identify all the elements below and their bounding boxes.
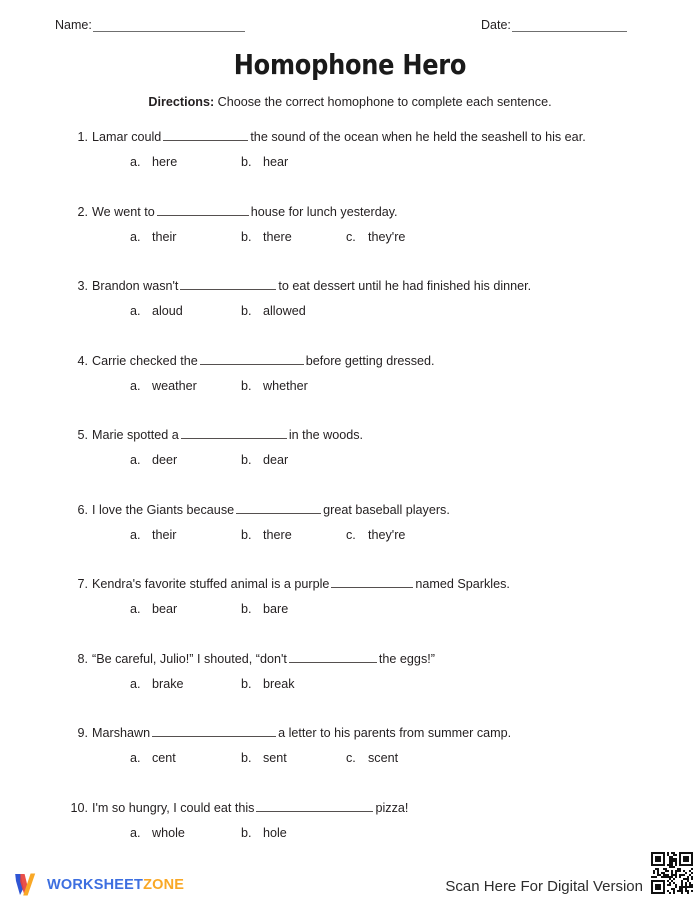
option-row [0,676,700,694]
question-text-after: named Sparkles. [415,577,510,591]
option-label: deer [152,453,178,467]
option-label: they're [368,229,406,244]
answer-option[interactable] [241,750,287,766]
brand-secondary: ZONE [143,876,185,893]
question-number: 1. [77,130,88,144]
answer-option[interactable] [346,527,405,543]
option-label: weather [152,378,197,393]
date-label: Date: [481,18,511,32]
answer-blank[interactable] [256,800,373,812]
answer-option[interactable] [130,527,177,543]
answer-option[interactable] [130,452,177,468]
option-letter: c. [346,527,356,542]
option-letter: a. [130,229,141,244]
option-letter: a. [130,304,141,318]
option-row [0,825,700,843]
question-number: 3. [77,279,88,293]
question-block [0,502,700,577]
question-text-before: Brandon wasn't [92,279,179,293]
option-label: their [152,229,177,244]
question-number: 9. [77,726,88,740]
option-letter: a. [130,825,141,840]
option-letter: a. [130,155,141,169]
answer-option[interactable] [346,750,398,766]
option-row [0,303,700,321]
question-text [92,204,398,220]
question-number: 10. [70,800,88,815]
question-number: 7. [77,577,88,591]
w-logo-icon [14,872,40,897]
answer-option[interactable] [241,154,288,170]
date-write-line[interactable] [512,19,627,32]
answer-blank[interactable] [157,204,249,216]
question-block [0,651,700,726]
answer-option[interactable] [130,750,176,766]
option-letter: c. [346,229,356,244]
option-row [0,750,700,768]
brand-text [47,877,184,893]
answer-option[interactable] [241,676,295,692]
brand-primary: WORKSHEET [47,876,144,893]
question-text [92,129,586,145]
option-row [0,229,700,247]
option-label: whether [263,378,308,393]
question-text-before: Marie spotted a [92,428,179,442]
option-letter: a. [130,453,141,467]
directions-label: Directions: [148,95,215,109]
option-label: sent [263,751,287,765]
option-row [0,527,700,545]
question-text [92,576,510,592]
question-text-after: the eggs!” [378,651,435,666]
option-letter: c. [346,751,356,765]
question-block [0,427,700,502]
question-number: 6. [77,502,88,517]
question-number: 8. [77,651,88,666]
option-letter: a. [130,676,141,691]
option-label: aloud [152,304,183,318]
option-letter: a. [130,527,141,542]
answer-blank[interactable] [236,502,321,514]
option-row [0,378,700,396]
date-field[interactable] [481,18,627,32]
answer-option[interactable] [130,154,177,170]
question-text [92,800,408,816]
question-text-after: house for lunch yesterday. [250,204,398,219]
answer-blank[interactable] [331,576,413,588]
option-letter: b. [241,527,252,542]
question-block [0,278,700,353]
question-text-before: Kendra's favorite stuffed animal is a purple [92,577,330,591]
option-label: allowed [263,304,306,318]
option-row [0,452,700,470]
option-row [0,601,700,619]
option-letter: b. [241,825,252,840]
option-label: there [263,229,292,244]
question-text-after: to eat dessert until he had finished his dinner. [278,279,532,293]
option-letter: b. [241,229,252,244]
question-block [0,129,700,204]
option-letter: a. [130,751,141,765]
option-label: cent [152,751,176,765]
question-text-before: Marshawn [92,726,151,740]
option-label: here [152,155,178,169]
question-text-before: “Be careful, Julio!” I shouted, “don't [92,651,287,666]
answer-blank[interactable] [181,427,287,439]
name-field[interactable] [55,18,245,32]
question-number: 4. [77,353,88,368]
question-text [92,651,435,667]
option-label: brake [152,676,184,691]
option-label: bare [263,602,289,616]
question-text-before: Carrie checked the [92,353,198,368]
option-letter: a. [130,378,141,393]
question-text [92,278,531,294]
question-text [92,353,435,369]
option-letter: b. [241,378,252,393]
answer-option[interactable] [241,229,292,245]
answer-blank[interactable] [152,725,276,737]
answer-option[interactable] [241,303,306,319]
option-letter: b. [241,304,252,318]
question-text-after: a letter to his parents from summer camp. [278,726,512,740]
option-label: scent [368,751,399,765]
option-letter: b. [241,453,252,467]
option-letter: b. [241,155,252,169]
option-label: hear [263,155,289,169]
question-text-after: pizza! [375,800,409,815]
question-text-after: great baseball players. [323,502,450,517]
question-block [0,204,700,279]
question-text [92,427,363,443]
question-text [92,502,450,518]
question-block [0,725,700,800]
scan-text: Scan Here For Digital Version [445,878,643,895]
question-list [0,129,700,874]
question-text [92,725,511,741]
option-label: dear [263,453,289,467]
answer-option[interactable] [241,601,288,617]
option-row [0,154,700,172]
answer-option[interactable] [130,676,184,692]
qr-code[interactable] [650,851,696,897]
question-text-after: before getting dressed. [305,353,435,368]
answer-blank[interactable] [200,353,304,365]
answer-option[interactable] [241,378,308,394]
qr-code-image [651,852,693,894]
answer-option[interactable] [130,378,197,394]
option-letter: b. [241,602,252,616]
answer-option[interactable] [130,303,183,319]
option-letter: a. [130,602,141,616]
option-letter: b. [241,676,252,691]
question-block [0,353,700,428]
name-label: Name: [55,18,92,32]
option-label: hole [263,825,287,840]
question-text-before: I love the Giants because [92,502,235,517]
question-number: 5. [77,428,88,442]
question-text-after: in the woods. [288,428,364,442]
answer-option[interactable] [130,825,185,841]
footer [0,846,700,906]
answer-option[interactable] [241,825,287,841]
question-text-before: I'm so hungry, I could eat this [92,800,255,815]
answer-blank[interactable] [163,129,248,141]
worksheet-zone-logo[interactable] [14,872,184,897]
option-label: break [263,676,295,691]
header-fields [0,18,700,38]
answer-option[interactable] [130,601,177,617]
question-text-before: We went to [92,204,155,219]
answer-option[interactable] [241,527,292,543]
option-label: whole [152,825,185,840]
question-text-after: the sound of the ocean when he held the seashell to his ear. [250,130,586,144]
question-number: 2. [77,204,88,219]
question-text-before: Lamar could [92,130,162,144]
page-title: Homophone Hero [233,48,467,81]
option-label: they're [368,527,406,542]
option-label: their [152,527,177,542]
option-label: bear [152,602,178,616]
answer-blank[interactable] [289,651,377,663]
option-letter: b. [241,751,252,765]
name-write-line[interactable] [93,19,245,32]
answer-option[interactable] [241,452,288,468]
question-block [0,576,700,651]
answer-option[interactable] [130,229,177,245]
directions-text: Choose the correct homophone to complete each sentence. [217,95,552,109]
answer-option[interactable] [346,229,405,245]
option-label: there [263,527,292,542]
answer-blank[interactable] [180,278,276,290]
directions [0,95,700,109]
